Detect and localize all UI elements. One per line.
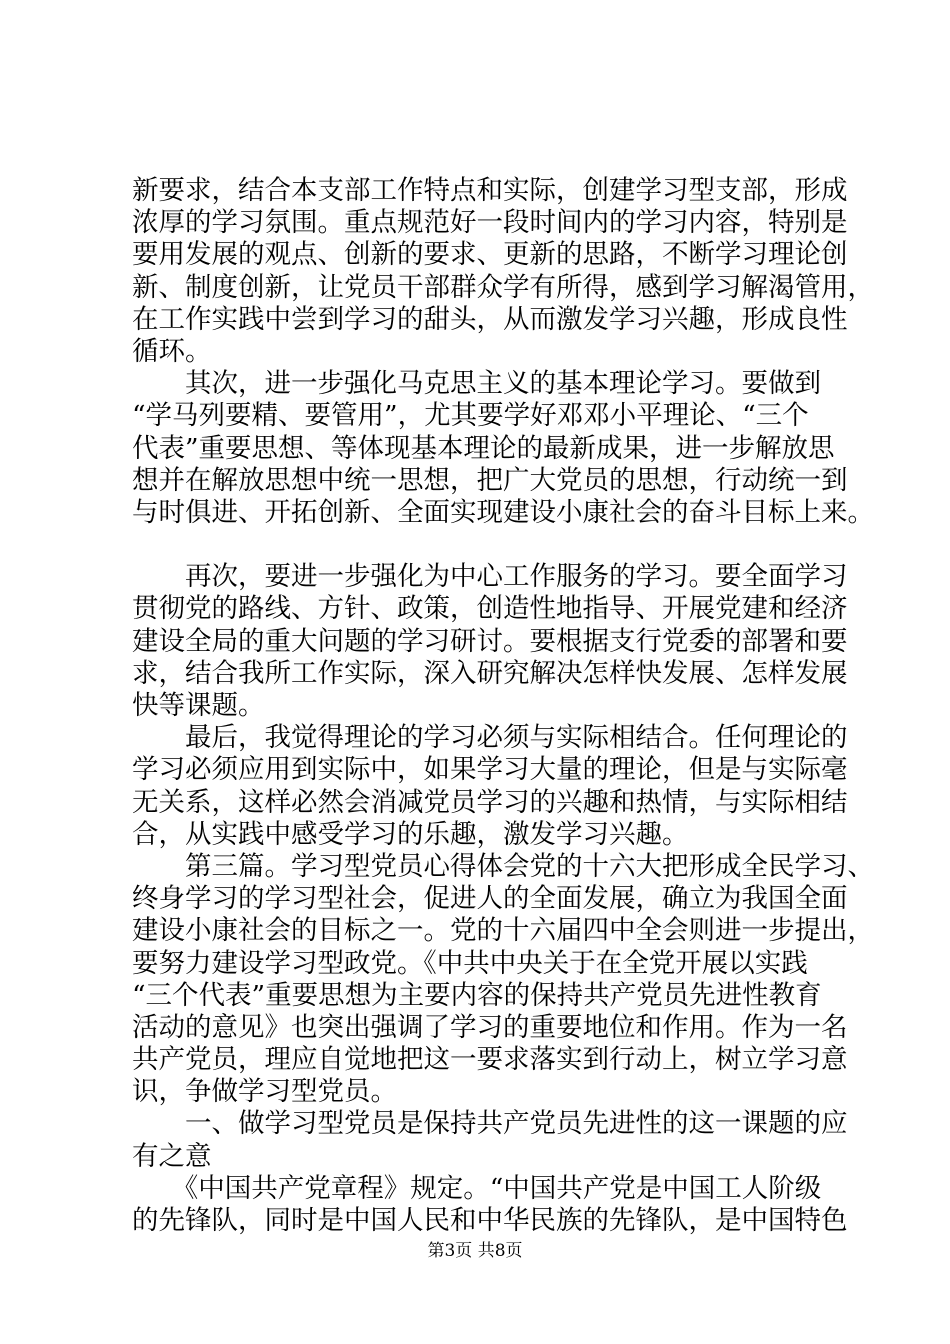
text-line: 共产党员，理应自觉地把这一要求落实到行动上，树立学习意	[132, 1044, 848, 1076]
text-line: 有之意	[132, 1140, 212, 1172]
text-line: 《中国共产党章程》规定。“中国共产党是中国工人阶级	[132, 1172, 822, 1204]
text-line: 合，从实践中感受学习的乐趣，激发学习兴趣。	[132, 818, 689, 850]
text-line: “三个代表”重要思想为主要内容的保持共产党员先进性教育	[132, 979, 822, 1011]
text-line: 建设全局的重大问题的学习研讨。要根据支行党委的部署和要	[132, 625, 848, 657]
text-line: 代表”重要思想、等体现基本理论的最新成果，进一步解放思	[132, 432, 835, 464]
document-body	[132, 175, 874, 1237]
paragraph-gap	[132, 529, 832, 561]
text-line: 在工作实践中尝到学习的甜头，从而激发学习兴趣，形成良性	[132, 303, 848, 335]
text-line: 活动的意见》也突出强调了学习的重要地位和作用。作为一名	[132, 1011, 848, 1043]
text-line: 快等课题。	[132, 690, 265, 721]
text-line: 要用发展的观点、创新的要求、更新的思路，不断学习理论创	[132, 239, 848, 271]
text-line: 再次，要进一步强化为中心工作服务的学习。要全面学习	[132, 561, 848, 593]
text-line: 要努力建设学习型政党。《中共中央关于在全党开展以实践	[132, 947, 808, 979]
text-line: 想并在解放思想中统一思想，把广大党员的思想，行动统一到	[132, 464, 848, 496]
text-line: 求，结合我所工作实际，深入研究解决怎样快发展、怎样发展	[132, 657, 848, 689]
page-number-label: 第3页 共8页	[427, 1241, 523, 1261]
text-line: 识，争做学习型党员。	[132, 1076, 397, 1108]
text-line: 新要求，结合本支部工作特点和实际，创建学习型支部，形成	[132, 175, 848, 206]
text-line: 学习必须应用到实际中，如果学习大量的理论，但是与实际毫	[132, 754, 848, 786]
text-line: 循环。	[132, 335, 212, 367]
text-line: 浓厚的学习氛围。重点规范好一段时间内的学习内容，特别是	[132, 207, 848, 239]
text-line: 终身学习的学习型社会，促进人的全面发展，确立为我国全面	[132, 883, 848, 915]
text-line: 无关系，这样必然会消减党员学习的兴趣和热情，与实际相结	[132, 786, 848, 818]
text-line: 与时俱进、开拓创新、全面实现建设小康社会的奋斗目标上来。	[132, 496, 874, 528]
text-line: 贯彻党的路线、方针、政策，创造性地指导、开展党建和经济	[132, 593, 848, 625]
text-line: “学马列要精、要管用”，尤其要学好邓邓小平理论、“三个	[132, 400, 809, 432]
text-line: 建设小康社会的目标之一。党的十六届四中全会则进一步提出，	[132, 915, 874, 947]
text-line: 最后，我觉得理论的学习必须与实际相结合。任何理论的	[132, 722, 848, 754]
page-footer	[0, 1240, 950, 1262]
text-line: 其次，进一步强化马克思主义的基本理论学习。要做到	[132, 368, 821, 400]
text-line: 一、做学习型党员是保持共产党员先进性的这一课题的应	[132, 1108, 848, 1140]
text-line: 的先锋队，同时是中国人民和中华民族的先锋队，是中国特色	[132, 1205, 848, 1236]
text-line: 新、制度创新，让党员干部群众学有所得，感到学习解渴管用，	[132, 271, 874, 303]
text-line: 第三篇。学习型党员心得体会党的十六大把形成全民学习、	[132, 850, 874, 882]
